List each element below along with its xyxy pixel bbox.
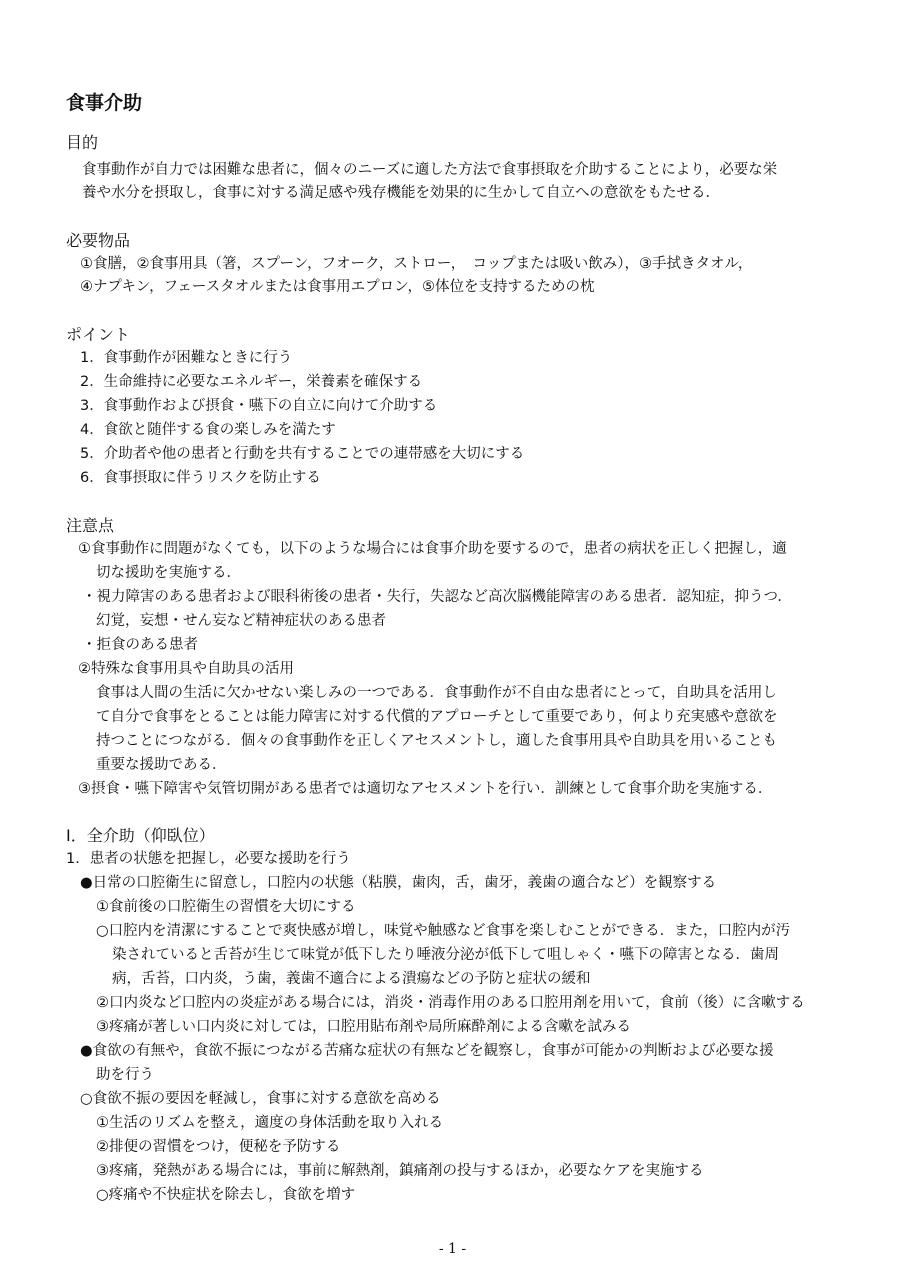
points-heading: ポイント: [66, 325, 131, 344]
caution-line: 幻覚，妄想・せん妄など精神症状のある患者: [96, 613, 386, 629]
supplies-line: ④ナプキン，フェースタオルまたは食事用エプロン，⑤体位を支持するための枕: [80, 279, 595, 295]
section1-line: ②口内炎など口腔内の炎症がある場合には，消炎・消毒作用のある口腔用剤を用いて，食前（後）に含嗽する: [96, 995, 805, 1011]
page-title: 食事介助: [66, 92, 143, 114]
caution-line: ・拒食のある患者: [82, 637, 198, 653]
supplies-heading: 必要物品: [66, 231, 131, 250]
section1-line: ●日常の口腔衛生に留意し，口腔内の状態（粘膜，歯肉，舌，歯牙，義歯の適合など）を観察する: [80, 875, 717, 891]
caution-line: ①食事動作に問題がなくても，以下のような場合には食事介助を要するので，患者の病状を正しく把握し，適: [78, 541, 787, 557]
point-item: 2．生命維持に必要なエネルギー，栄養素を確保する: [80, 374, 423, 390]
caution-line: ③摂食・嚥下障害や気管切開がある患者では適切なアセスメントを行い．訓練として食事介助を実施する．: [78, 781, 773, 797]
point-item: 3．食事動作および摂食・嚥下の自立に向けて介助する: [80, 398, 438, 414]
section1-line: ①生活のリズムを整え，適度の身体活動を取り入れる: [96, 1115, 444, 1131]
section1-line: ③疼痛，発熱がある場合には，事前に解熱剤，鎮痛剤の投与するほか，必要なケアを実施する: [96, 1163, 704, 1179]
section1-line: ○口腔内を清潔にすることで爽快感が増し，味覚や触感など食事を楽しむことができる．また，口腔内が汚: [96, 923, 791, 939]
section1-line: 助を行う: [96, 1067, 154, 1083]
caution-line: 重要な援助である．: [96, 757, 227, 773]
caution-line: ・視力障害のある患者および眼科術後の患者・失行，失認など高次脳機能障害のある患者．認知症，抑うつ．: [82, 589, 792, 605]
cautions-heading: 注意点: [66, 516, 115, 535]
section1-line: 病，舌苔，口内炎，う歯，義歯不適合による潰瘍などの予防と症状の緩和: [112, 971, 591, 987]
section1-line: ●食欲の有無や，食欲不振につながる苦痛な症状の有無などを観察し，食事が可能かの判断および必要な援: [80, 1043, 774, 1059]
supplies-line: ①食膳，②食事用具（箸，スプーン，フオーク，ストロー， コップまたは吸い飲み），③手拭きタオル，: [80, 256, 753, 272]
point-item: 4．食欲と随伴する食の楽しみを満たす: [80, 422, 336, 438]
caution-line: て自分で食事をとることは能力障害に対する代償的アプローチとして重要であり，何より充実感や意欲を: [96, 709, 778, 725]
section1-line: 1．患者の状態を把握し，必要な援助を行う: [66, 851, 351, 867]
caution-line: ②特殊な食事用具や自助具の活用: [78, 661, 294, 677]
point-item: 1．食事動作が困難なときに行う: [80, 350, 293, 366]
page-number: - 1 -: [438, 1241, 467, 1257]
purpose-line: 食事動作が自力では困難な患者に，個々のニーズに適した方法で食事摂取を介助することにより，必要な栄: [82, 162, 778, 178]
section1-line: ③疼痛が著しい口内炎に対しては，口腔用貼布剤や局所麻酔剤による含嗽を試みる: [96, 1019, 631, 1035]
caution-line: 切な援助を実施する．: [96, 565, 241, 581]
caution-line: 食事は人間の生活に欠かせない楽しみの一つである．食事動作が不自由な患者にとって，自助具を活用し: [96, 685, 777, 701]
section1-line: ○疼痛や不快症状を除去し，食欲を増す: [96, 1187, 356, 1203]
point-item: 6．食事摂取に伴うリスクを防止する: [80, 470, 321, 486]
purpose-heading: 目的: [66, 133, 99, 152]
point-item: 5．介助者や他の患者と行動を共有することでの連帯感を大切にする: [80, 446, 525, 462]
section1-line: ○食欲不振の要因を軽減し，食事に対する意欲を高める: [80, 1091, 441, 1107]
section1-line: ①食前後の口腔衛生の習慣を大切にする: [96, 899, 356, 915]
section1-heading: Ⅰ．全介助（仰臥位）: [66, 826, 215, 845]
section1-line: 染されていると舌苔が生じて味覚が低下したり唾液分泌が低下して咀しゃく・嚥下の障害となる．歯周: [112, 947, 779, 963]
caution-line: 持つことにつながる．個々の食事動作を正しくアセスメントし，適した食事用具や自助具を用いることも: [96, 733, 778, 749]
purpose-line: 養や水分を摂取し，食事に対する満足感や残存機能を効果的に生かして自立への意欲をもたせる．: [82, 185, 720, 201]
section1-line: ②排便の習慣をつけ，便秘を予防する: [96, 1139, 341, 1155]
